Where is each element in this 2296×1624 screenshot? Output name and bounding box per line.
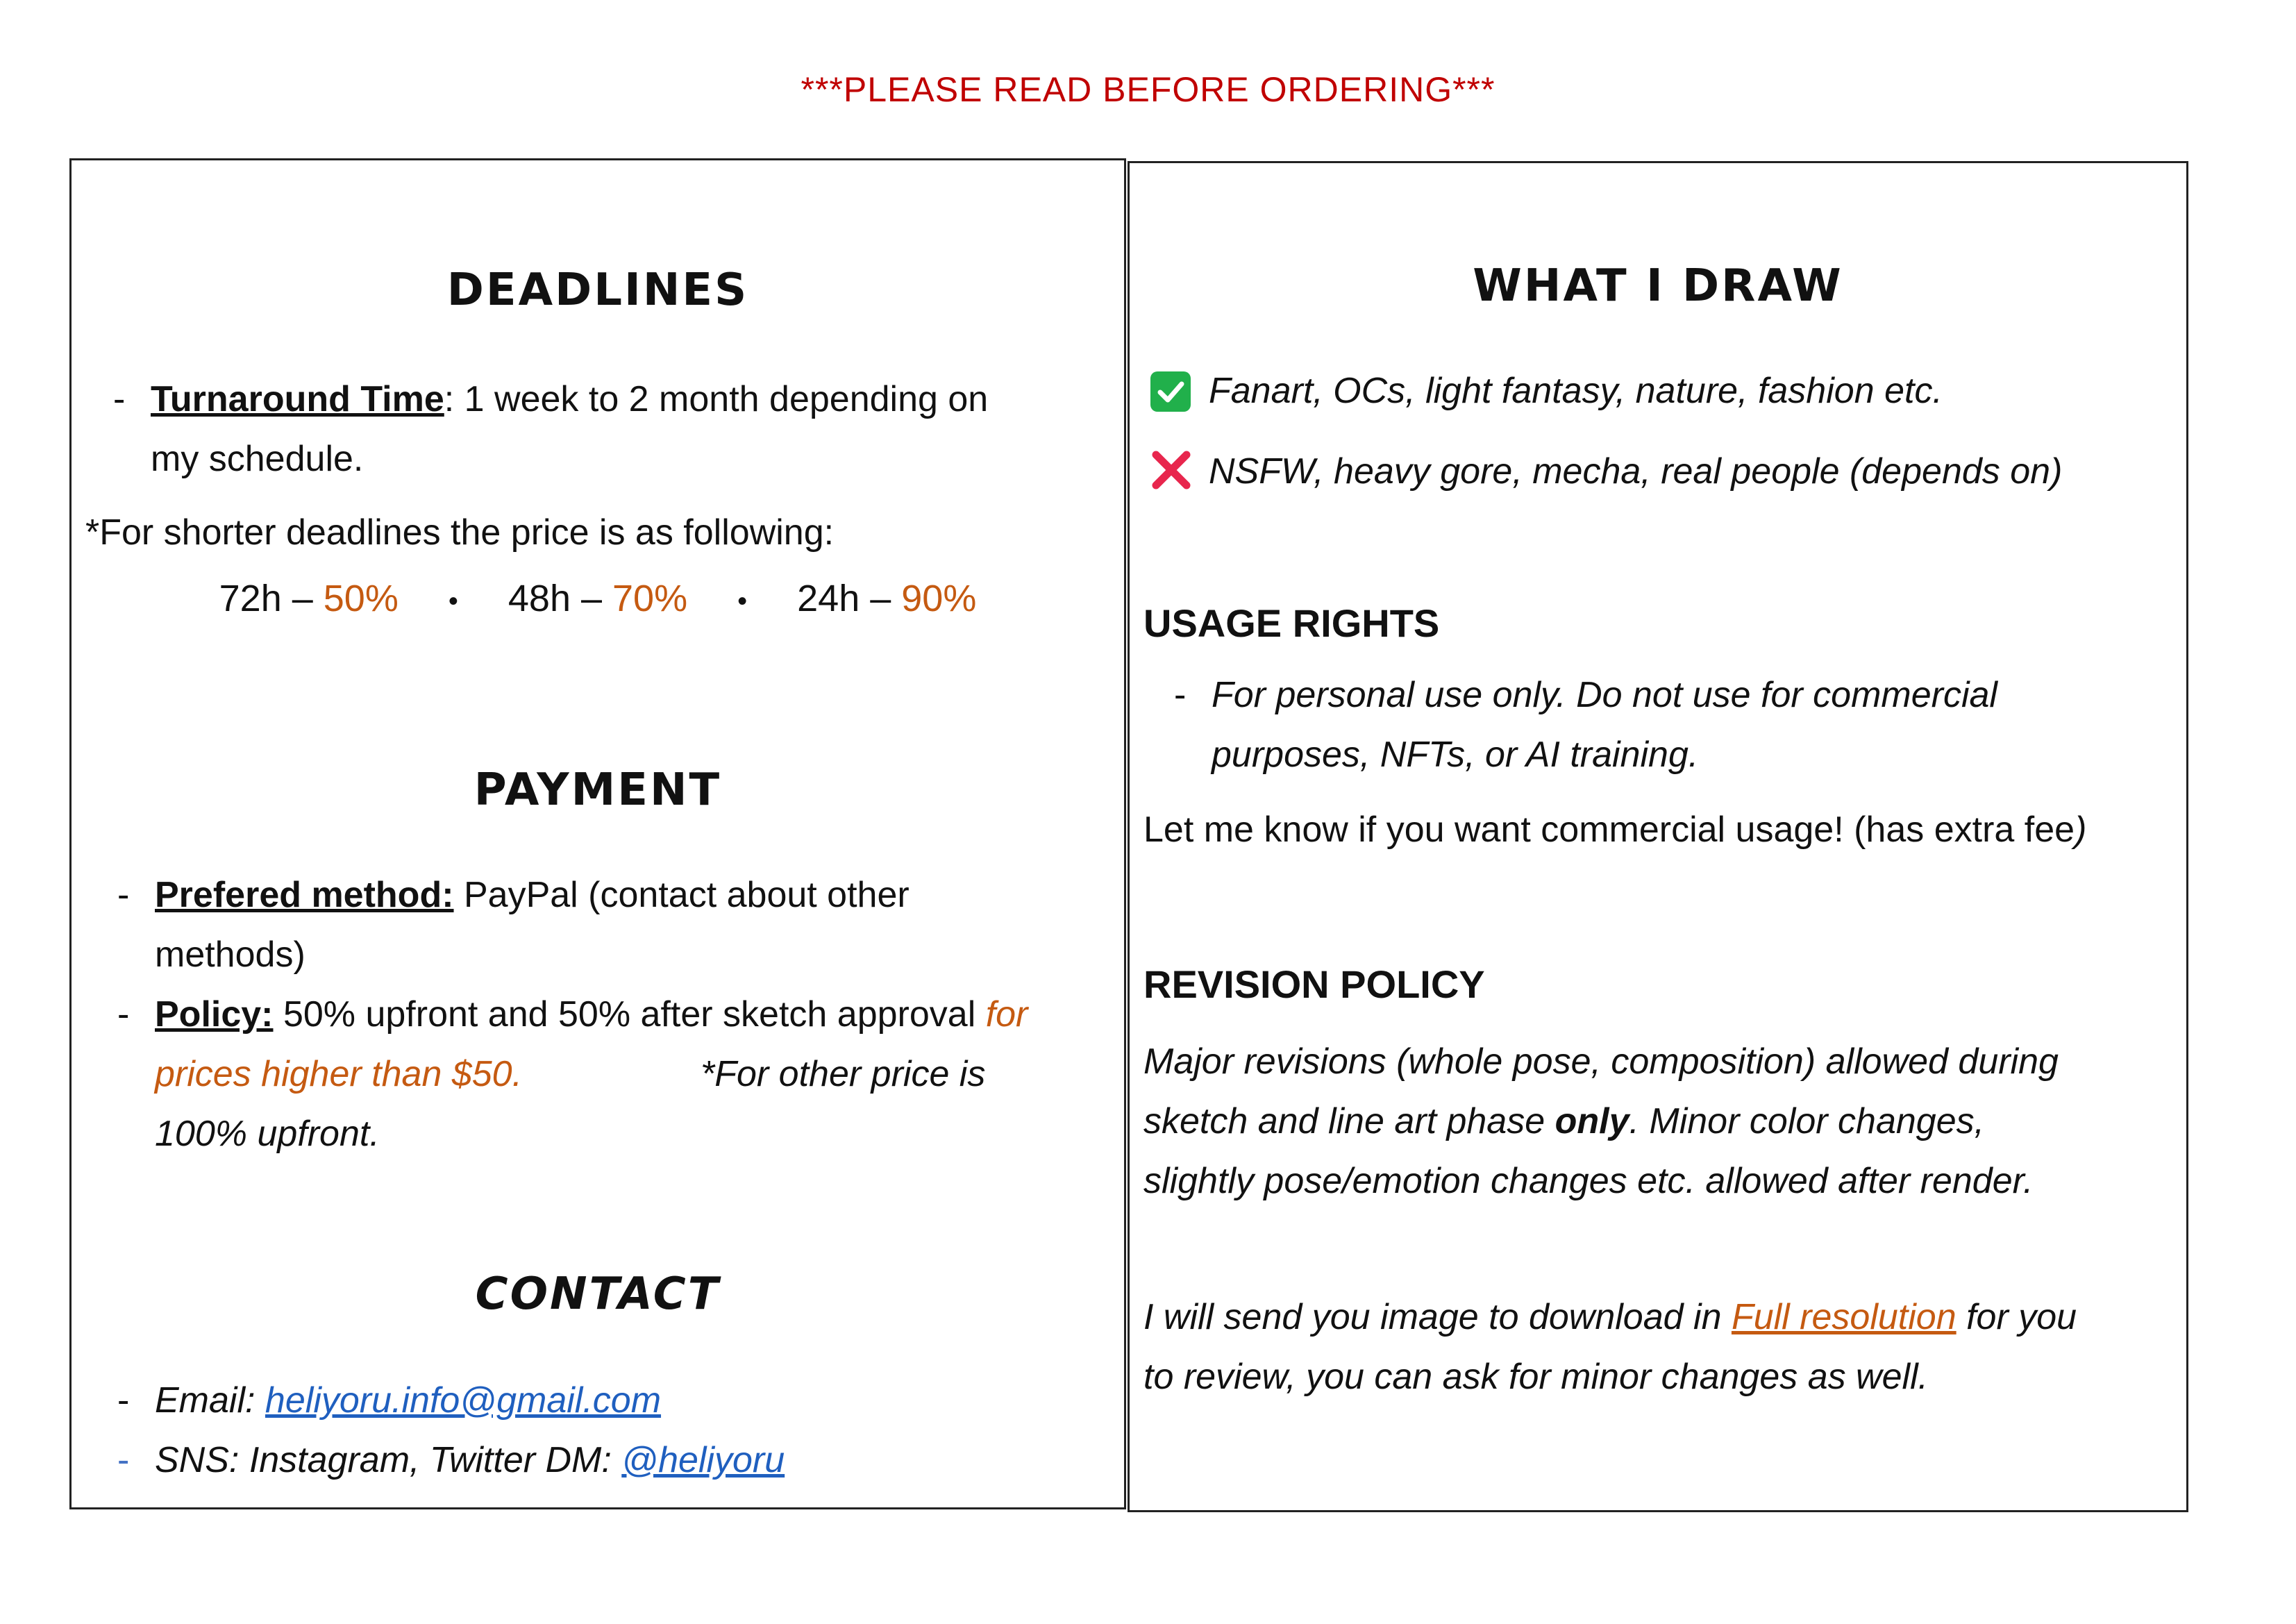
turnaround-text: : 1 week to 2 month depending on bbox=[444, 379, 989, 419]
short-deadline-note: *For shorter deadlines the price is as following: bbox=[85, 512, 835, 553]
contact-heading: CONTACT bbox=[475, 1269, 721, 1320]
banner-title: ***PLEASE READ BEFORE ORDERING*** bbox=[801, 70, 1495, 109]
rush-rates bbox=[72, 577, 1124, 626]
revision-line-1: Major revisions (whole pose, composition) allowed during bbox=[1143, 1041, 2059, 1082]
turnaround-label: Turnaround Time bbox=[151, 379, 444, 419]
policy-other: *For other price is bbox=[701, 1054, 986, 1094]
full-resolution-link[interactable]: Full resolution bbox=[1731, 1297, 1956, 1337]
rate-24h: 24h – 90% bbox=[797, 578, 977, 619]
method-label: Prefered method: bbox=[155, 875, 454, 915]
send-line-2: to review, you can ask for minor changes as well. bbox=[1143, 1357, 1929, 1397]
usage-line-2: purposes, NFTs, or AI training. bbox=[1212, 735, 1699, 775]
list-bullet: - bbox=[117, 875, 130, 915]
email-line bbox=[155, 1370, 661, 1431]
list-bullet: - bbox=[117, 1380, 130, 1421]
usage-rights-heading: USAGE RIGHTS bbox=[1143, 601, 1440, 645]
right-panel bbox=[1128, 161, 2188, 1512]
list-bullet: - bbox=[113, 379, 126, 419]
deadlines-heading: DEADLINES bbox=[446, 265, 749, 316]
rate-48h: 48h – 70% bbox=[508, 578, 688, 619]
policy-upfront: 100% upfront. bbox=[155, 1114, 380, 1154]
method-text-2: methods) bbox=[155, 935, 305, 975]
email-label: Email: bbox=[155, 1380, 265, 1421]
policy-label: Policy: bbox=[155, 994, 274, 1035]
draw-no-text: NSFW, heavy gore, mecha, real people (depends on) bbox=[1209, 451, 2063, 492]
rate-72h: 72h – 50% bbox=[219, 578, 399, 619]
sns-label: SNS: Instagram, Twitter DM: bbox=[155, 1440, 622, 1480]
usage-extra: Let me know if you want commercial usage! (has extra fee) bbox=[1143, 810, 2087, 850]
revision-policy-heading: REVISION POLICY bbox=[1143, 962, 1485, 1006]
separator-dot: • bbox=[448, 586, 458, 617]
cross-icon bbox=[1149, 448, 1193, 492]
policy-text: 50% upfront and 50% after sketch approval bbox=[273, 994, 986, 1035]
policy-line bbox=[155, 984, 1028, 1045]
revision-line-3: slightly pose/emotion changes etc. allowed after render. bbox=[1143, 1161, 2034, 1201]
turnaround-text-2: my schedule. bbox=[151, 439, 364, 479]
payment-heading: PAYMENT bbox=[474, 764, 722, 816]
list-bullet: - bbox=[117, 1440, 130, 1480]
revision-line-2: sketch and line art phase only. Minor color changes, bbox=[1143, 1101, 1985, 1141]
policy-for: for bbox=[985, 994, 1028, 1035]
sns-line bbox=[155, 1430, 785, 1491]
method-line bbox=[155, 864, 910, 926]
separator-dot: • bbox=[737, 586, 748, 617]
usage-line-1: For personal use only. Do not use for commercial bbox=[1212, 675, 1997, 715]
check-icon bbox=[1150, 371, 1191, 412]
turnaround-line bbox=[151, 369, 988, 430]
sns-handle-link[interactable]: @heliyoru bbox=[621, 1440, 785, 1480]
email-link[interactable]: heliyoru.info@gmail.com bbox=[265, 1380, 662, 1421]
list-bullet: - bbox=[1174, 675, 1187, 715]
method-text: PayPal (contact about other bbox=[453, 875, 910, 915]
left-panel bbox=[69, 158, 1126, 1509]
draw-yes-text: Fanart, OCs, light fantasy, nature, fashion etc. bbox=[1209, 371, 1943, 411]
policy-higher: prices higher than $50. bbox=[155, 1054, 523, 1094]
list-bullet: - bbox=[117, 994, 130, 1035]
what-i-draw-heading: WHAT I DRAW bbox=[1473, 260, 1843, 312]
send-line-1: I will send you image to download in Full resolution for you bbox=[1143, 1297, 2077, 1337]
